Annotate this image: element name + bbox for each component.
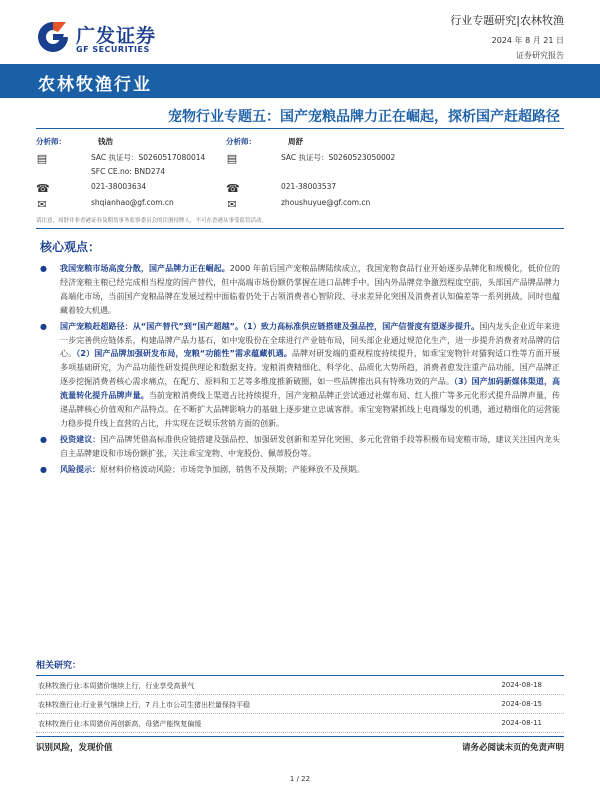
footer-divider xyxy=(36,736,564,737)
core-views-title: 核心观点： xyxy=(40,240,101,254)
paragraph xyxy=(40,262,560,318)
email-icon: ✉ xyxy=(227,198,237,211)
analyst-email[interactable]: zhoushuyue@gf.com.cn xyxy=(281,198,371,207)
paragraph-lead: （3）国产加码新媒体渠道，高流量转化提升品牌声量。 xyxy=(60,377,560,401)
footer-slogan: 识别风险，发现价值 xyxy=(36,743,113,753)
bullet-icon: ● xyxy=(40,434,47,444)
analyst-name: 钱浩 xyxy=(98,137,113,146)
id-card-icon: ▤ xyxy=(36,152,48,165)
analyst-name: 周舒 xyxy=(288,137,303,146)
email-icon: ✉ xyxy=(37,198,47,211)
paragraph-text: 当前宠粮消费线上渠道占比持续提升，国产宠粮品牌正尝试通过社媒布局、红人推广等多元化形式提升品牌声量，传递品牌核心价值观和产品特点。在不断扩大品牌影响力的基础上逐步建立忠诚客群。乖宝宠物紧抓线上电商爆发的机遇，通过精细化的运营能力稳步提升线上直营的占比，并实现在泛娱乐营销方面的创新。 xyxy=(60,391,561,428)
phone-icon: ☎ xyxy=(36,182,50,195)
related-item-date: 2024-08-15 xyxy=(501,700,542,708)
logo-chinese-name: 广发证券 xyxy=(76,25,157,47)
page-header xyxy=(0,0,600,64)
phone-icon: ☎ xyxy=(226,182,240,195)
report-date: 2024 年 8 月 21 日 xyxy=(491,36,564,45)
analyst-sfc: SFC CE.no: BND274 xyxy=(91,167,166,176)
gf-securities-logo xyxy=(36,20,166,56)
report-subtitle: 证券研究报告 xyxy=(516,51,564,60)
related-item-title[interactable]: 农林牧渔行业:本周猪价继续上行，行业享受高景气 xyxy=(38,682,195,690)
analyst-card xyxy=(226,132,486,212)
analyst-sac: SAC 执证号：S0260517080014 xyxy=(91,153,206,162)
analyst-phone: 021-38003634 xyxy=(91,182,147,191)
analyst-sac: SAC 执证号：S0260523050002 xyxy=(281,153,396,162)
paragraph-text: 国内龙头企业近年来进一步完善供应链体系，构建品牌产品力基石，如中宠股份在全球进行产业链布局，同头部企业通过规范化生产，进一步提升消费者对品牌的信心。 xyxy=(60,321,561,359)
list-item[interactable] xyxy=(36,714,564,733)
analyst-label: 分析师： xyxy=(36,137,66,146)
gf-logo-mark-icon xyxy=(36,20,70,54)
analyst-email[interactable]: shqianhao@gf.com.cn xyxy=(91,198,174,207)
analyst-label: 分析师： xyxy=(226,137,256,146)
report-type: 行业专题研究|农林牧渔 xyxy=(450,14,564,27)
core-views-body xyxy=(40,262,560,479)
related-research-title: 相关研究： xyxy=(36,658,564,676)
paragraph xyxy=(40,320,560,431)
analyst-disclaimer: 请注意，周舒并非香港证券及期货事务监察委员会的注册持牌人，不可在香港从事受监管活动。 xyxy=(36,218,268,224)
analyst-block xyxy=(36,132,564,212)
id-card-icon: ▤ xyxy=(226,152,238,165)
paragraph-text: 原材料价格波动风险；市场竞争加剧，销售不及预期；产能释放不及预期。 xyxy=(100,464,364,474)
paragraph xyxy=(40,433,560,461)
paragraph-text: 品牌对研发端的重视程度持续提升，如乖宝宠物针对猫狗适口性等方面开展多项基础研究，为产品功能性研发提供理论和数据支持。宠粮消费精细化、科学化、品质化大势所趋，消费者愈发注重产品功能，国产品牌正逐步挖掘消费者核心需求痛点，在配方、原料和工艺等多维度推新破圈，如一些品牌推出具有特殊功效的产品。 xyxy=(60,349,560,387)
divider xyxy=(36,228,564,229)
list-item[interactable] xyxy=(36,676,564,695)
header-meta xyxy=(450,12,564,61)
footer-disclaimer-link: 请务必阅读末页的免责声明 xyxy=(461,743,564,753)
paragraph xyxy=(40,463,560,477)
analyst-phone: 021-38003537 xyxy=(281,182,337,191)
bullet-icon: ● xyxy=(40,321,47,331)
paragraph-lead: 国产宠粮赶超路径：从“国产替代”到“国产超越”。（1）致力高标准供应链搭建及强品控，国产信誉度有望逐步提升。 xyxy=(60,321,480,331)
paragraph-lead: 风险提示： xyxy=(60,464,100,474)
related-item-date: 2024-08-18 xyxy=(501,681,542,689)
report-title: 宠物行业专题五：国产宠粮品牌力正在崛起，探析国产赶超路径 xyxy=(168,109,560,125)
paragraph-text: 国产品牌凭借高标准供应链搭建及强品控、加强研发创新和差异化突围、多元化营销手段等积极布局宠粮市场，建议关注国内龙头自主品牌建设和市场份额扩张，关注乖宝宠物、中宠股份、佩蒂股份等。 xyxy=(60,434,560,458)
paragraph-text: 2000 年前后国产宠粮品牌陆续成立，我国宠物食品行业开始逐步品牌化和规模化，低价位的经济宠粮主粮已经完成相当程度的国产替代，但中高端市场份额仍掌握在进口品牌手中。国内外品牌竞争激烈程度空前，头部国产品牌品牌力高端化市场，当前国产宠粮品牌在发展过程中面临着仍处于占领消费者心智阶段、寻求差异化突围及消费者认知偏差等一系列挑战，同时也蕴藏着较大机遇。 xyxy=(60,264,560,315)
related-item-date: 2024-08-11 xyxy=(501,719,542,727)
logo-english-name: GF SECURITIES xyxy=(76,45,150,54)
list-item[interactable] xyxy=(36,695,564,714)
paragraph-lead: （2）国产品牌加强研发布局，宠粮“功能性”需求蕴藏机遇。 xyxy=(76,349,292,359)
paragraph-lead: 投资建议： xyxy=(60,434,101,444)
industry-title: 农林牧渔行业 xyxy=(38,75,152,95)
page-number: 1 / 22 xyxy=(289,775,311,783)
related-research xyxy=(36,658,564,733)
related-item-title[interactable]: 农林牧渔行业:本周猪价再创新高，母猪产能恢复偏缓 xyxy=(38,720,202,728)
paragraph-lead: 我国宠粮市场高度分散，国产品牌力正在崛起。 xyxy=(60,264,230,273)
bullet-icon: ● xyxy=(40,264,47,273)
related-item-title[interactable]: 农林牧渔行业:行业景气继续上行，7 月上市公司生猪出栏量保持平稳 xyxy=(38,701,251,709)
bullet-icon: ● xyxy=(40,464,47,474)
divider xyxy=(36,128,564,129)
industry-banner xyxy=(0,64,600,98)
